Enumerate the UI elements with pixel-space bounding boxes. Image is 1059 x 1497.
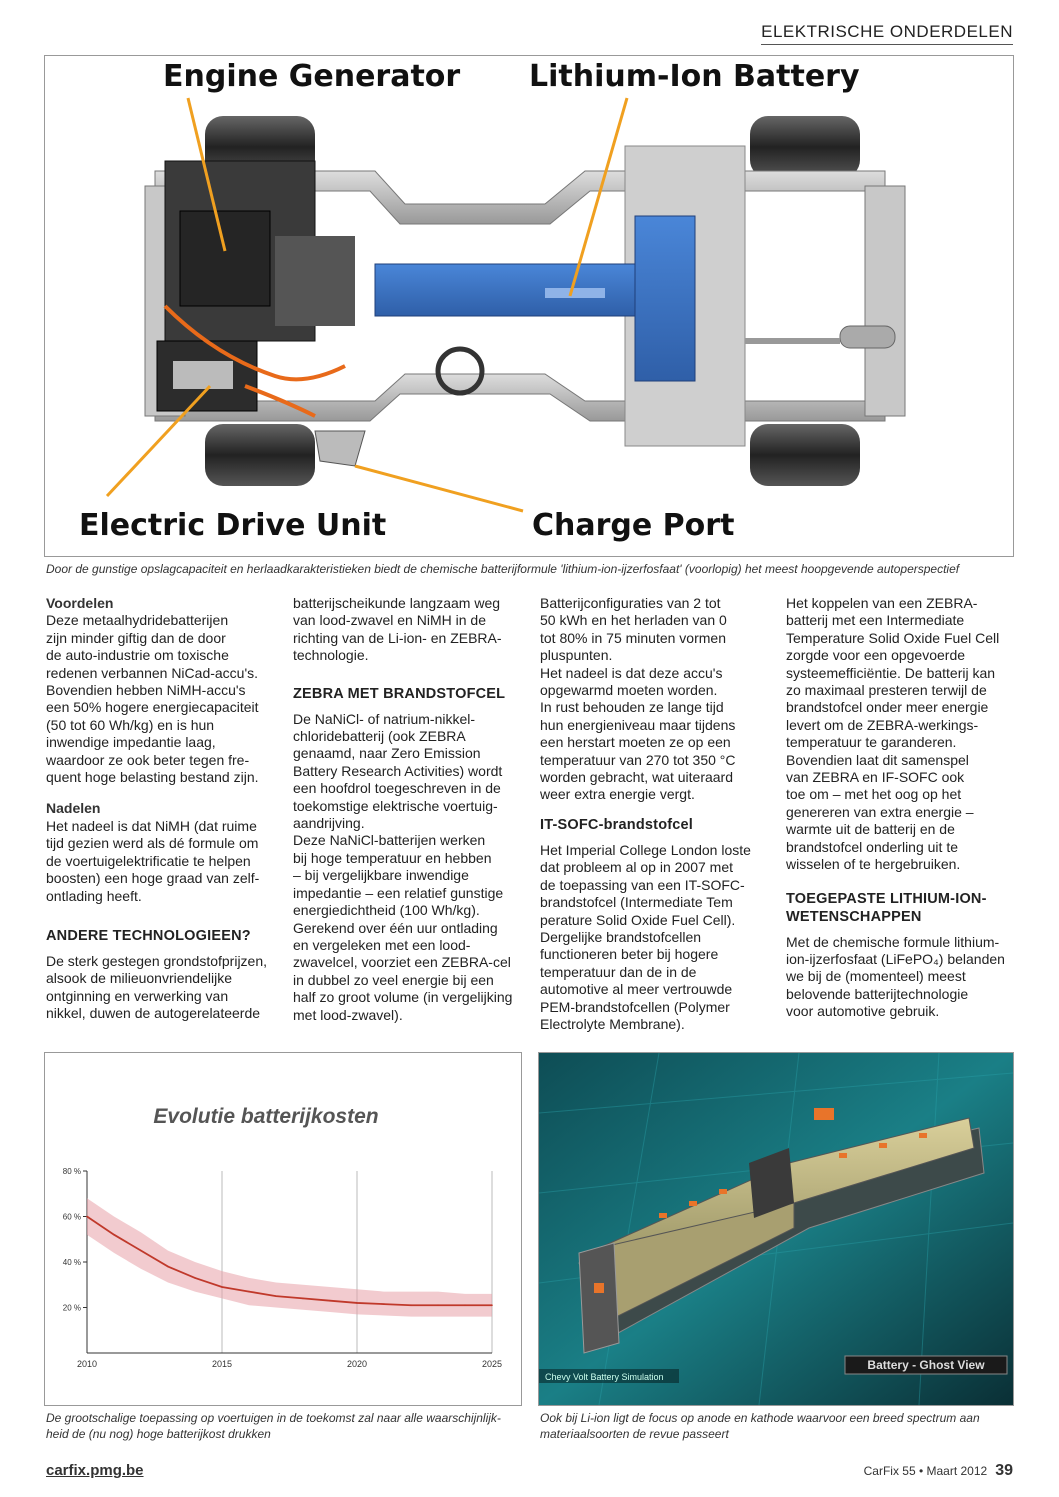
- text-line: Deze metaalhydridebatterijen: [46, 612, 229, 629]
- text-line: warmte uit de batterij en de: [786, 821, 955, 838]
- text-line: en vergeleken met een lood-: [293, 936, 471, 953]
- text-line: boosten) een hoge graad van zelf-: [46, 870, 260, 887]
- battery-render: [539, 1053, 1013, 1405]
- data-point: [464, 1304, 466, 1306]
- text-line: De NaNiCl- of natrium-nikkel-: [293, 710, 476, 727]
- text-line: alsook de milieuonvriendelijke: [46, 970, 232, 987]
- subheading-voordelen: Voordelen: [46, 595, 114, 611]
- x-tick-label: 2025: [481, 1359, 503, 1369]
- text-line: Het nadeel is dat NiMH (dat ruime: [46, 817, 257, 834]
- footer-issue: [864, 1462, 1013, 1480]
- heading-line: TOEGEPASTE LITHIUM-ION-: [786, 890, 987, 907]
- text-line: Met de chemische formule lithium-: [786, 933, 1000, 950]
- subheading-nadelen: Nadelen: [46, 800, 101, 817]
- text-line: een herstart moeten ze op een: [540, 734, 731, 751]
- text-line: hun energieniveau maar tijdens: [540, 716, 736, 733]
- text-line: Electrolyte Membrane).: [540, 1015, 685, 1032]
- text-line: systeemefficiëntie. De batterij kan: [786, 664, 996, 681]
- data-point: [221, 1286, 223, 1288]
- text-line: toe om – met het oog op het: [786, 786, 962, 803]
- chassis-illustration: [44, 55, 1014, 557]
- text-line: Deze NaNiCl-batterijen werken: [293, 832, 486, 849]
- text-line: perature Solid Oxide Fuel Cell).: [540, 911, 736, 928]
- text-line: opgewarmd moeten worden.: [540, 682, 718, 699]
- text-line: (50 tot 60 Wh/kg) en is hun: [46, 716, 215, 733]
- text-line: inwendige impedantie laag,: [46, 734, 216, 751]
- label-battery: Lithium-Ion Battery: [529, 59, 860, 94]
- text-line: Dergelijke brandstofcellen: [540, 928, 702, 945]
- footer-site-link[interactable]: carfix.pmg.be: [46, 1462, 144, 1479]
- text-line: functioneren beter bij hogere: [540, 946, 719, 963]
- data-point: [383, 1303, 385, 1305]
- text-line: tot 80% in 75 minuten vormen: [540, 629, 726, 646]
- text-line: genereren van extra energie –: [786, 803, 974, 820]
- text-line: zijn minder giftig dan de door: [46, 629, 226, 646]
- text-line: brandstofcel onder meer energie: [786, 699, 989, 716]
- text-line: de voertuigelektrificatie te helpen: [46, 852, 251, 869]
- text-line: chloridebatterij (ook ZEBRA: [293, 728, 466, 745]
- text-line: van lood-zwavel en NiMH in de: [293, 612, 486, 629]
- text-line: nikkel, duwen de autogerelateerde: [46, 1005, 261, 1022]
- text-line: Bovendien laat dit samenspel: [786, 751, 969, 768]
- heading-it-sofc: IT-SOFC-brandstofcel: [540, 816, 694, 833]
- chart-caption: De grootschalige toepassing op voertuigen in de toekomst zal naar alle waarschijnlijk-heid de (nu nog) hoge batterijkost drukken: [46, 1411, 501, 1441]
- text-line: Gerekend over één uur ontlading: [293, 919, 498, 936]
- data-point: [356, 1302, 358, 1304]
- section-title: ELEKTRISCHE ONDERDELEN: [761, 22, 1013, 45]
- x-tick-label: 2020: [346, 1359, 368, 1369]
- text-line: levert om de ZEBRA-werkings-: [786, 716, 979, 733]
- y-tick-label: 60 %: [62, 1212, 81, 1222]
- text-line: genaamd, naar Zero Emission: [293, 745, 481, 762]
- text-line: dat probleem al op in 2007 met: [540, 859, 734, 876]
- text-line: zwavelcel, voorziet een ZEBRA-cel: [293, 954, 511, 971]
- text-line: richting van de Li-ion- en ZEBRA-: [293, 629, 502, 646]
- text-line: in dubbel zo veel energie bij een: [293, 971, 494, 988]
- figure-caption: Door de gunstige opslagcapaciteit en herlaadkarakteristieken biedt de chemische batterijformule 'lithium-ion-ijzerfosfaat' (voorlopig) het meest hoopgevende autoperspectief: [46, 562, 960, 576]
- heading-zebra: ZEBRA MET BRANDSTOFCEL: [293, 685, 506, 702]
- text-line: temperatuur dan de in de: [540, 963, 697, 980]
- heading-lithium-ion: [786, 890, 1021, 926]
- text-line: Het nadeel is dat deze accu's: [540, 664, 723, 681]
- text-line: De sterk gestegen grondstofprijzen,: [46, 952, 268, 969]
- text-line: Temperature Solid Oxide Fuel Cell: [786, 629, 1000, 646]
- text-line: ion-ijzerfosfaat (LiFePO₄) belanden: [786, 950, 1005, 967]
- text-line: automotive al meer vertrouwde: [540, 981, 733, 998]
- text-line: brandstofcel onderling uit te: [786, 838, 958, 855]
- text-line: half zo groot volume (in vergelijking: [293, 989, 513, 1006]
- text-line: temperatuur te garanderen.: [786, 734, 957, 751]
- paragraph-voordelen: [46, 612, 281, 786]
- text-line: quent hoge belasting bestand zijn.: [46, 769, 259, 786]
- photo-label-right: Battery - Ghost View: [867, 1358, 985, 1372]
- text-line: wisselen of te hergebruiken.: [786, 856, 961, 873]
- text-line: zorgde voor een opgevoerde: [786, 647, 966, 664]
- text-line: PEM-brandstofcellen (Polymer: [540, 998, 730, 1015]
- text-line: zo maximaal presteren terwijl de: [786, 682, 987, 699]
- text-line: temperatuur van 270 tot 350 °C: [540, 751, 736, 768]
- article-column-4: [786, 595, 1021, 1021]
- label-engine-generator: Engine Generator: [163, 59, 461, 94]
- heading-line: WETENSCHAPPEN: [786, 908, 922, 925]
- data-point: [248, 1291, 250, 1293]
- y-tick-label: 80 %: [62, 1167, 81, 1176]
- paragraph-andere-technologieen: [46, 953, 281, 1023]
- article-column-3: [540, 595, 775, 1033]
- text-line: Het Imperial College London loste: [540, 841, 751, 858]
- data-point: [86, 1216, 88, 1218]
- text-line: belovende batterijtechnologie: [786, 985, 969, 1002]
- text-line: ontginning en verwerking van: [46, 987, 229, 1004]
- text-line: de toepassing van een IT-SOFC-: [540, 876, 745, 893]
- text-line: technologie.: [293, 647, 369, 664]
- chart-frame: [44, 1052, 522, 1406]
- text-line: tijd gezien werd als dé formule om: [46, 835, 259, 852]
- heading-andere-technologieen: ANDERE TECHNOLOGIEEN?: [46, 927, 251, 944]
- paragraph-zebra-cont: [540, 595, 775, 804]
- text-line: met lood-zwavel).: [293, 1006, 403, 1023]
- text-line: de auto-industrie om toxische: [46, 647, 229, 664]
- photo-caption: Ook bij Li-ion ligt de focus op anode en kathode waarvoor een breed spectrum aan materiaalsoorten de revue passeert: [540, 1411, 980, 1441]
- data-point: [437, 1304, 439, 1306]
- text-line: worden gebracht, wat uiteraard: [540, 769, 733, 786]
- text-line: Batterijconfiguraties van 2 tot: [540, 595, 721, 611]
- text-line: waardoor ze ook beter tegen fre-: [46, 751, 250, 768]
- text-line: pluspunten.: [540, 647, 613, 664]
- text-line: een 50% hogere energiecapaciteit: [46, 699, 259, 716]
- article-column-1: [46, 595, 281, 1023]
- text-line: we bij de (momenteel) meest: [786, 968, 966, 985]
- article-column-2: [293, 595, 528, 1024]
- photo-label-left: Chevy Volt Battery Simulation: [545, 1372, 664, 1382]
- data-point: [140, 1250, 142, 1252]
- y-tick-label: 20 %: [62, 1303, 81, 1313]
- text-line: brandstofcel (Intermediate Tem: [540, 894, 733, 911]
- text-line: energiedichtheid (100 Wh/kg).: [293, 902, 480, 919]
- text-line: batterij met een Intermediate: [786, 612, 965, 629]
- label-drive-unit: Electric Drive Unit: [79, 508, 387, 543]
- text-line: van ZEBRA en IF-SOFC ook: [786, 769, 965, 786]
- text-line: Bovendien hebben NiMH-accu's: [46, 682, 246, 699]
- data-point: [302, 1298, 304, 1300]
- footer-issue-text: CarFix 55 • Maart 2012: [863, 1464, 988, 1478]
- text-line: bij hoge temperatuur en hebben: [293, 849, 492, 866]
- data-point: [491, 1304, 493, 1306]
- text-line: een hoofdrol toegeschreven in de: [293, 780, 501, 797]
- chassis-drawing: [45, 56, 1013, 556]
- text-line: toekomstige elektrische voertuig-: [293, 797, 498, 814]
- chart-title: Evolutie batterijkosten: [153, 1105, 379, 1128]
- paragraph-zebra: [293, 711, 528, 1024]
- data-point: [275, 1295, 277, 1297]
- paragraph-nadelen: [46, 818, 281, 905]
- text-line: weer extra energie vergt.: [540, 786, 695, 803]
- data-point: [167, 1266, 169, 1268]
- battery-pack: [375, 216, 695, 381]
- text-line: – bij vergelijkbare inwendige: [293, 867, 469, 884]
- text-line: voor automotive gebruik.: [786, 1003, 940, 1020]
- data-point: [194, 1277, 196, 1279]
- text-line: aandrijving.: [293, 815, 365, 832]
- text-line: Het koppelen van een ZEBRA-: [786, 595, 978, 611]
- label-charge-port: Charge Port: [532, 508, 735, 543]
- text-line: batterijscheikunde langzaam weg: [293, 595, 501, 611]
- x-tick-label: 2015: [211, 1359, 233, 1369]
- battery-ghost-view-image: [538, 1052, 1014, 1406]
- paragraph-koppelen: [786, 595, 1021, 874]
- data-point: [410, 1304, 412, 1306]
- text-line: redenen verbannen NiCad-accu's.: [46, 664, 259, 681]
- data-point: [329, 1300, 331, 1302]
- paragraph-it-sofc: [540, 842, 775, 1033]
- y-tick-label: 40 %: [62, 1258, 81, 1267]
- text-line: impedantie – een relatief gunstige: [293, 884, 504, 901]
- battery-cost-chart: [45, 1053, 521, 1405]
- paragraph-continuation: [293, 595, 528, 665]
- data-point: [113, 1234, 115, 1236]
- page-number: 39: [995, 1462, 1013, 1479]
- uncertainty-band: [87, 1198, 492, 1316]
- text-line: 50 kWh en het herladen van 0: [540, 612, 727, 629]
- text-line: Battery Research Activities) wordt: [293, 762, 503, 779]
- x-tick-label: 2010: [76, 1359, 98, 1369]
- paragraph-lithium-ion: [786, 934, 1021, 1021]
- text-line: ontlading heeft.: [46, 887, 142, 904]
- text-line: In rust behouden ze lange tijd: [540, 699, 724, 716]
